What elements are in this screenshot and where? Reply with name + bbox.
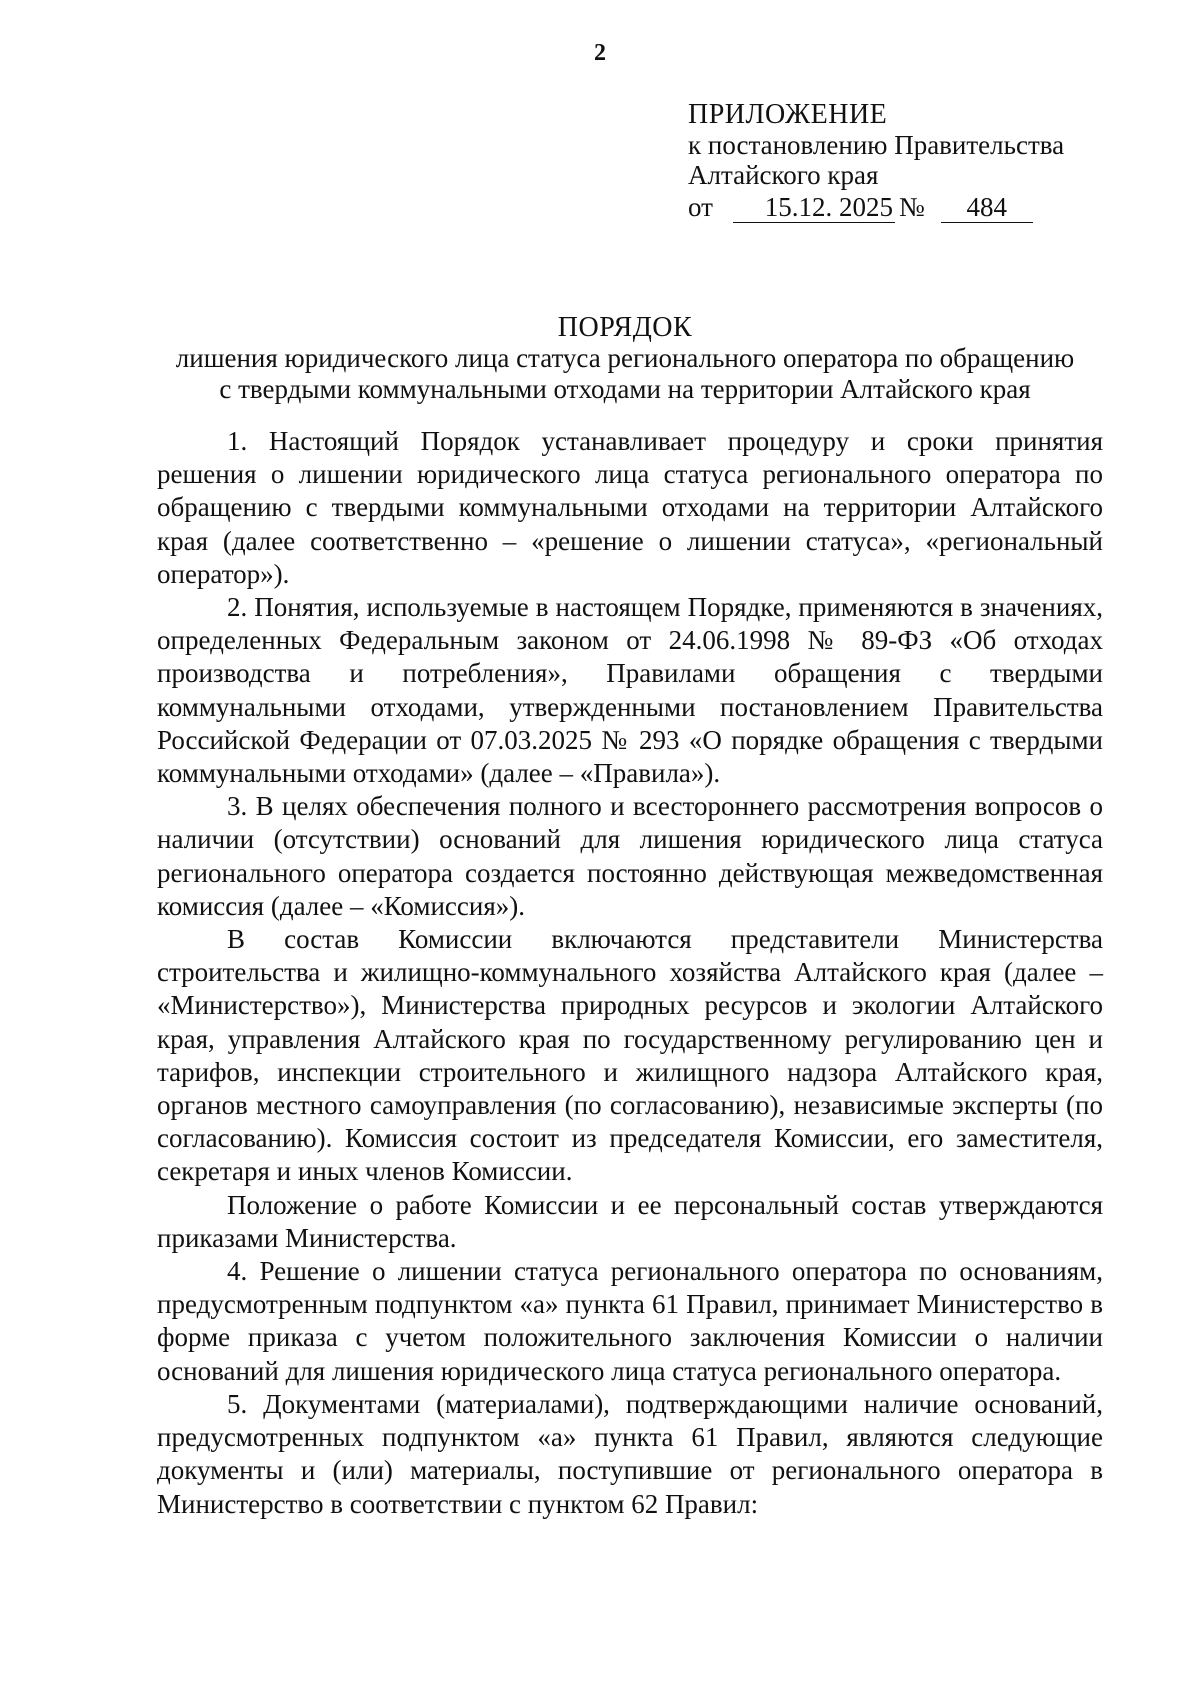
appendix-date-line [688, 192, 1064, 223]
from-label: от [688, 192, 713, 222]
appendix-block [688, 100, 1064, 223]
appendix-line-2: Алтайского края [688, 160, 879, 190]
paragraph-3: 3. В целях обеспечения полного и всестороннего рассмотрения вопросов о наличии (отсутствии) оснований для лишения юридического лица статуса регионального оператора создается постоянно действующая межведомственная комиссия (далее – «Комиссия»). [157, 791, 1103, 921]
appendix-title: ПРИЛОЖЕНИЕ [688, 99, 888, 130]
appendix-line-1: к постановлению Правительства [688, 130, 1065, 160]
document-body [157, 425, 1103, 1521]
document-subtitle-line-2: с твердыми коммунальными отходами на территории Алтайского края [219, 374, 1031, 404]
paragraph-5: 5. Документами (материалами), подтверждающими наличие оснований, предусмотренных подпунктом «а» пункта 61 Правил, являются следующие документы и (или) материалы, поступившие от регионального оператора в Министерство в соответствии с пунктом 62 Правил: [157, 1388, 1103, 1519]
page-number: 2 [594, 40, 606, 66]
paragraph-3-composition: В состав Комиссии включаются представители Министерства строительства и жилищно-коммунального хозяйства Алтайского края (далее – «Министерство»), Министерства природных ресурсов и экологии Алтайского края, управления Алтайского края по государственному регулированию цен и тарифов, инспекции строительного и жилищного надзора Алтайского края, органов местного самоуправления (по согласованию), независимые эксперты (по согласованию). Комиссия состоит из председателя Комиссии, его заместителя, секретаря и иных членов Комиссии. [157, 924, 1103, 1187]
paragraph-2: 2. Понятия, используемые в настоящем Порядке, применяются в значениях, определенных Федеральным законом от 24.06.1998 № 89-ФЗ «Об отходах производства и потребления», Правилами обращения с твердыми коммунальными отходами, утвержденными постановлением Правительства Российской Федерации от 07.03.2025 № 293 «О порядке обращения с твердыми коммунальными отходами» (далее – «Правила»). [157, 592, 1103, 789]
paragraph-4: 4. Решение о лишении статуса регионального оператора по основаниям, предусмотренным подпунктом «а» пункта 61 Правил, принимает Министерство в форме приказа с учетом положительного заключения Комиссии о наличии оснований для лишения юридического лица статуса регионального оператора. [157, 1256, 1103, 1386]
document-subtitle-line-1: лишения юридического лица статуса регионального оператора по обращению [175, 343, 1075, 373]
resolution-date: 15.12. 2025 [733, 192, 895, 223]
document-title: ПОРЯДОК [557, 312, 693, 343]
paragraph-1: 1. Настоящий Порядок устанавливает процедуру и сроки принятия решения о лишении юридического лица статуса регионального оператора по обращению с твердыми коммунальными отходами на территории Алтайского края (далее соответственно – «решение о лишении статуса», «региональный оператор»). [157, 426, 1103, 589]
resolution-number: 484 [941, 192, 1033, 223]
document-heading [150, 312, 1100, 405]
paragraph-3-regulation: Положение о работе Комиссии и ее персональный состав утверждаются приказами Министерства. [157, 1189, 1103, 1253]
number-sign: № [898, 192, 925, 222]
